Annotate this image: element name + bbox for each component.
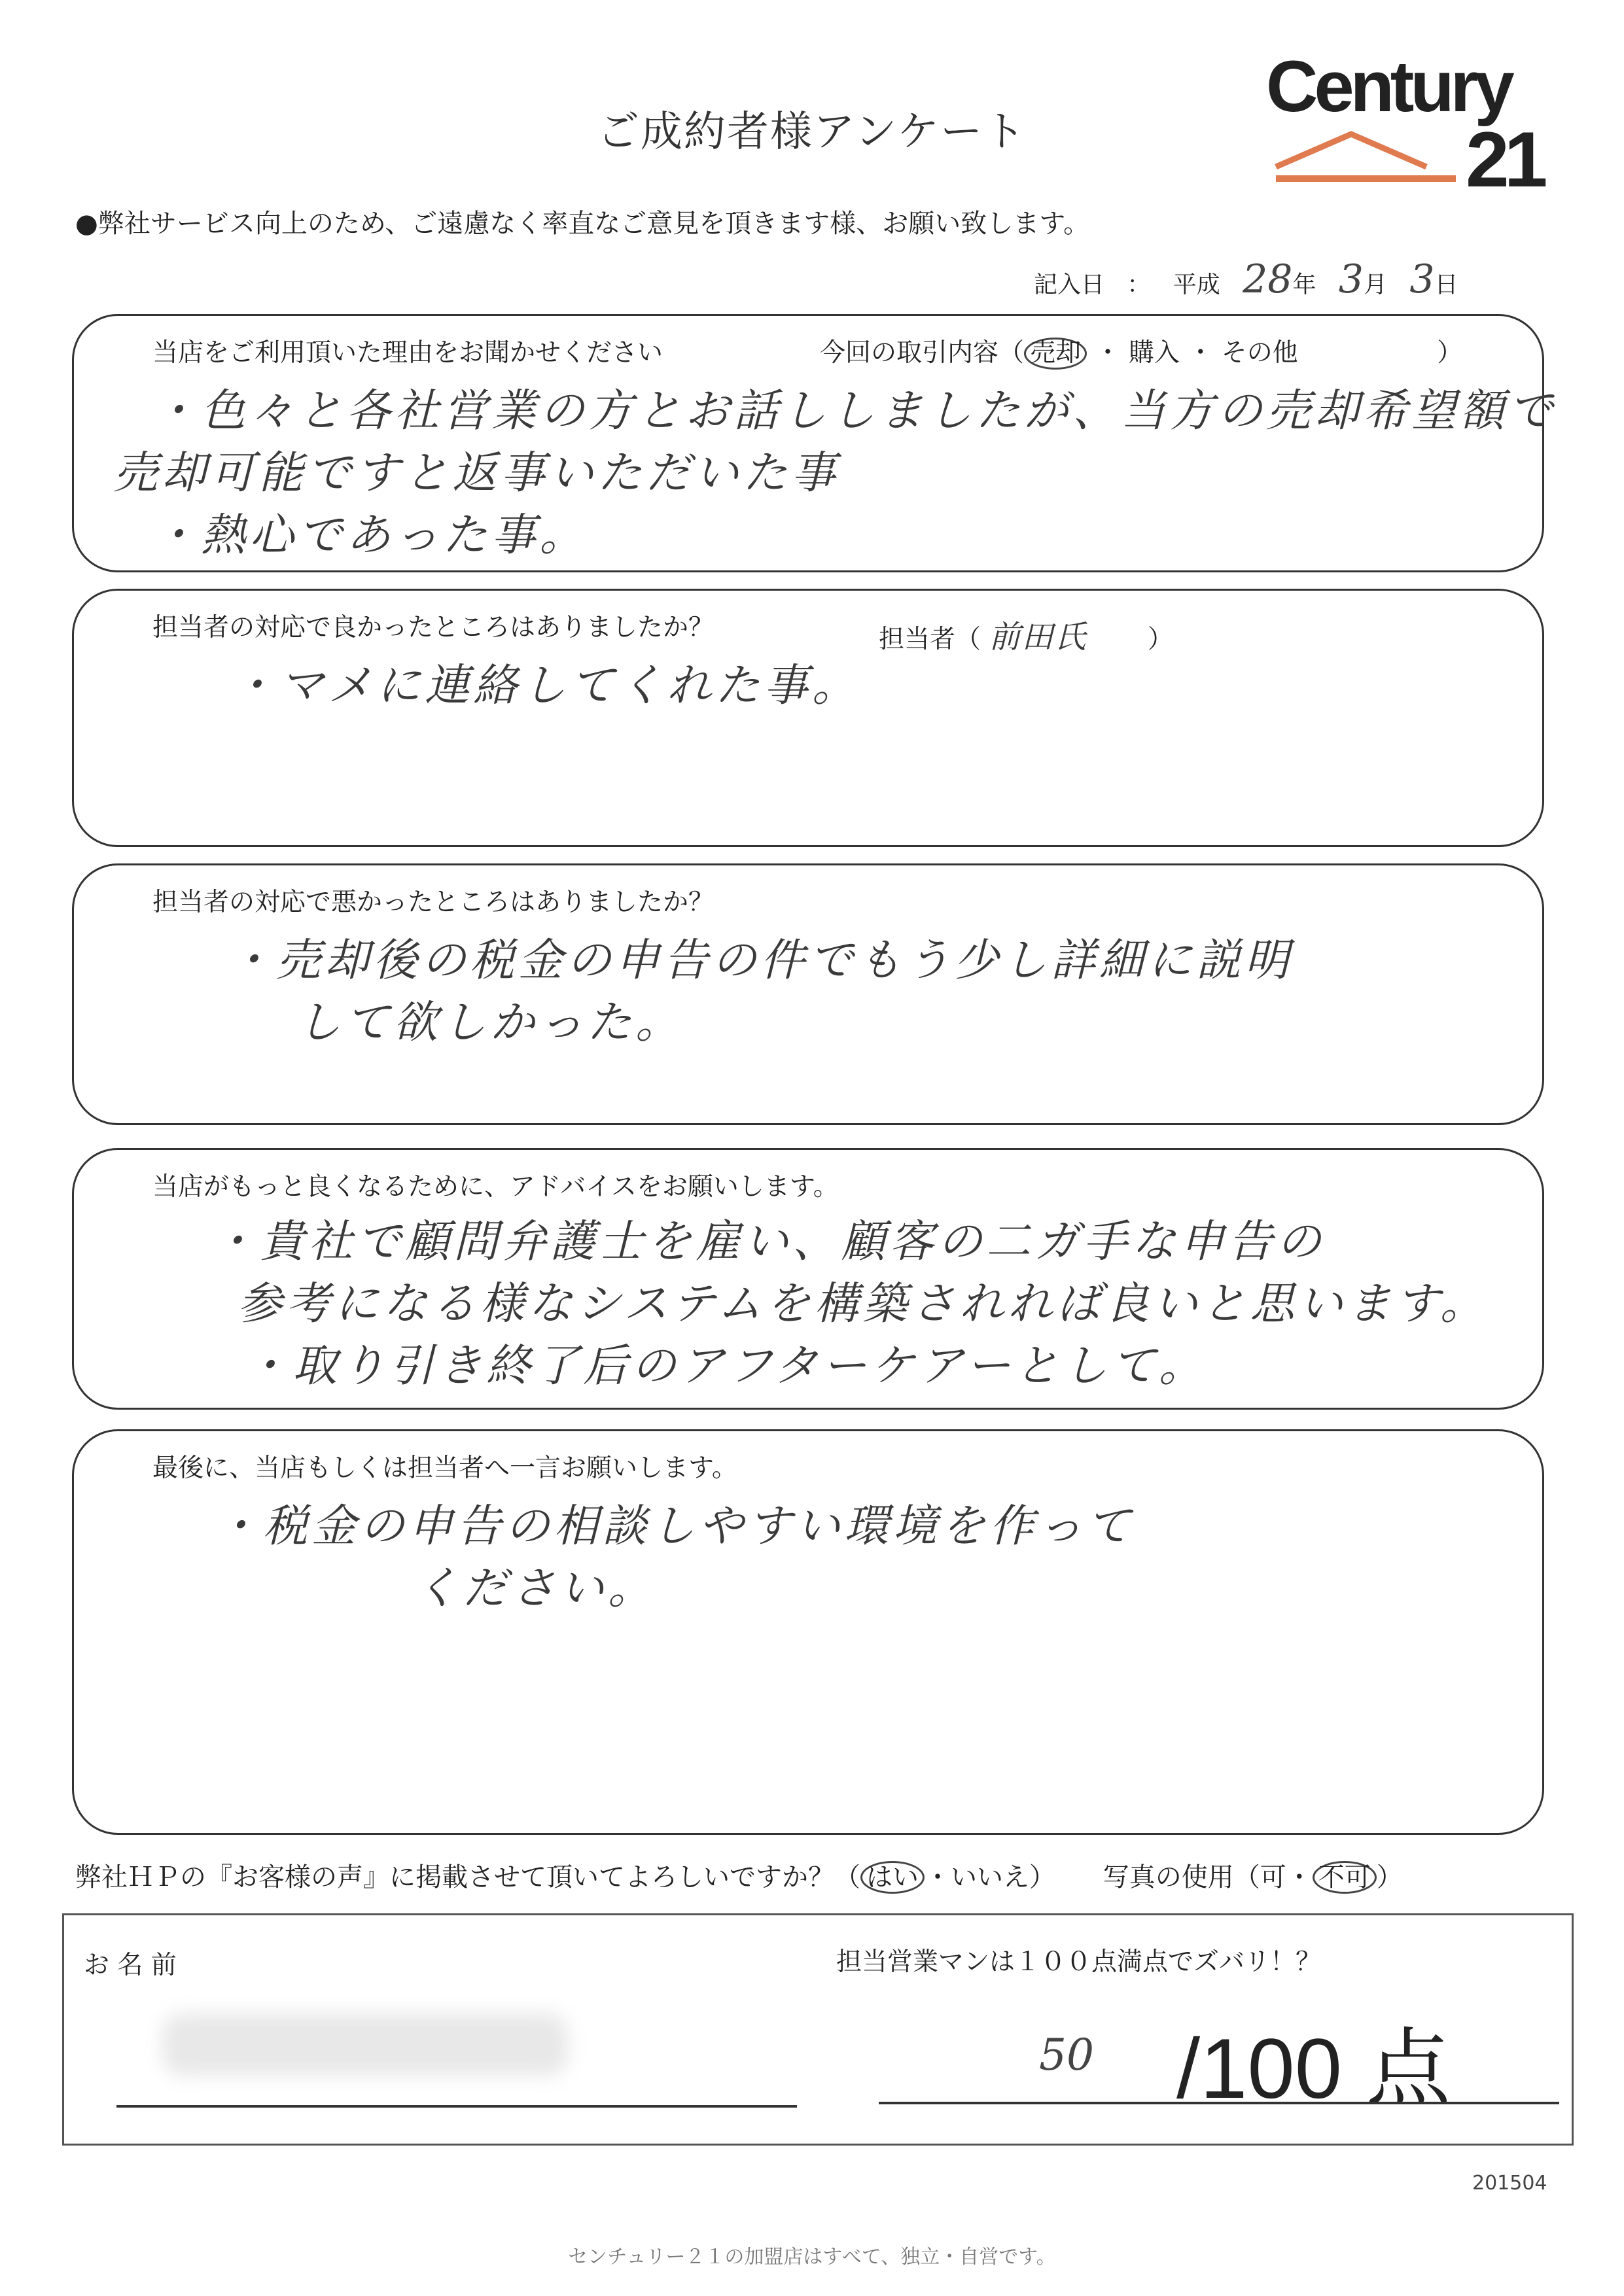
date-day-unit: 日 [1434,271,1458,298]
q1-label: 当店をご利用頂いた理由をお聞かせください [152,338,663,368]
q1-option-other[interactable]: その他 [1221,338,1298,368]
date-entry [1034,256,1458,302]
q4-section [72,1148,1544,1410]
photo-use-no-option[interactable]: 不可 [1313,1861,1377,1894]
logo-roof-shape [1276,134,1426,167]
date-era: 平成 [1173,271,1220,298]
q3-answer-line-2[interactable]: して欲しかった。 [296,997,684,1049]
q1-answer-line-2[interactable]: 売却可能ですと返事いただいた事 [113,447,840,499]
q5-section [72,1429,1544,1835]
q5-label: 最後に、当店もしくは担当者へ一言お願いします。 [152,1453,737,1483]
score-underline [879,2102,1559,2104]
publish-separator: ・ [925,1862,951,1892]
publish-close-paren: ） [1029,1862,1055,1892]
date-label: 記入日 [1034,271,1105,298]
name-label: お 名 前 [84,1951,177,1980]
date-year[interactable]: 28 [1243,256,1293,302]
publish-consent [75,1856,1403,1894]
century21-logo-icon [1266,52,1554,196]
q4-answer-line-1[interactable]: ・貴社で顧問弁護士を雇い、顧客の二ガ手な申告の [211,1216,1326,1268]
q4-answer-line-2[interactable]: 参考になる様なシステムを構築されれば良いと思います。 [238,1278,1489,1330]
q1-transaction-type [820,332,1462,370]
score-suffix: /100 点 [1176,2021,1451,2116]
q3-label: 担当者の対応で悪かったところはありましたか？ [152,888,715,917]
q1-section [72,314,1557,572]
form-code: 201504 [1472,2172,1547,2195]
q2-staff-name[interactable]: 前田氏 [989,619,1087,655]
q1-option-buy[interactable]: 購入 [1128,338,1180,368]
q2-close-paren: ） [1147,625,1173,654]
date-day[interactable]: 3 [1409,256,1435,302]
publish-yes-option[interactable]: はい [860,1861,925,1894]
q2-section [72,589,1544,847]
q1-answer-line-1[interactable]: ・色々と各社営業の方とお話ししましたが、当方の売却希望額で [152,385,1557,437]
date-month[interactable]: 3 [1338,256,1364,302]
q2-answer-line-1[interactable]: ・マメに連絡してくれた事。 [231,660,861,712]
q1-answer-line-3[interactable]: ・熱心であった事。 [152,510,588,561]
date-month-unit: 月 [1363,271,1387,298]
century21-logo [1266,52,1554,196]
date-year-unit: 年 [1292,271,1316,298]
q5-answer-line-2[interactable]: ください。 [414,1563,657,1614]
name-underline [116,2105,797,2108]
q1-type-label: 今回の取引内容（ [820,338,1025,368]
q1-close-paren: ） [1437,338,1463,368]
name-score-box [62,1913,1574,2146]
q4-label: 当店がもっと良くなるために、アドバイスをお願いします。 [152,1172,839,1202]
score-value[interactable]: 50 [1039,2030,1094,2080]
page-title: ご成約者様アンケート [597,108,1027,156]
photo-use-close-paren: ） [1376,1862,1403,1892]
q2-label: 担当者の対応で良かったところはありましたか？ [152,613,715,642]
q2-staff [879,607,1173,667]
q4-answer-line-3[interactable]: ・取り引き終了后のアフターケアーとして。 [244,1340,1207,1392]
score-prompt: 担当営業マンは１００点満点でズバリ！？ [836,1947,1322,1977]
publish-question: 弊社ＨＰの『お客様の声』に掲載させて頂いてよろしいですか？（ [75,1862,860,1892]
q1-option-separator-1: ・ [1095,338,1121,368]
name-value-blurred[interactable] [162,2013,568,2076]
q5-answer-line-1[interactable]: ・税金の申告の相談しやすい環境を作って [215,1501,1135,1552]
q3-answer-line-1[interactable]: ・売却後の税金の申告の件でもう少し詳細に説明 [228,935,1294,986]
q1-option-sell[interactable]: 売却 [1024,338,1087,370]
q2-staff-label: 担当者（ [879,625,981,654]
intro-text: ●弊社サービス向上のため、ご遠慮なく率直なご意見を頂きます様、お願い致します。 [75,209,1090,239]
logo-text: Century [1266,52,1511,127]
logo-number: 21 [1466,116,1543,196]
photo-use-separator: ・ [1286,1862,1313,1892]
q3-section [72,863,1544,1125]
photo-use-label: 写真の使用（ [1103,1862,1260,1892]
photo-use-yes-option[interactable]: 可 [1260,1862,1286,1892]
date-separator: ： [1127,271,1151,298]
publish-no-option[interactable]: いいえ [951,1862,1029,1892]
footer-text: センチュリー２１の加盟店はすべて、独立・自営です。 [568,2246,1056,2269]
q1-option-separator-2: ・ [1188,338,1214,368]
logo-bar-shape [1276,175,1456,182]
